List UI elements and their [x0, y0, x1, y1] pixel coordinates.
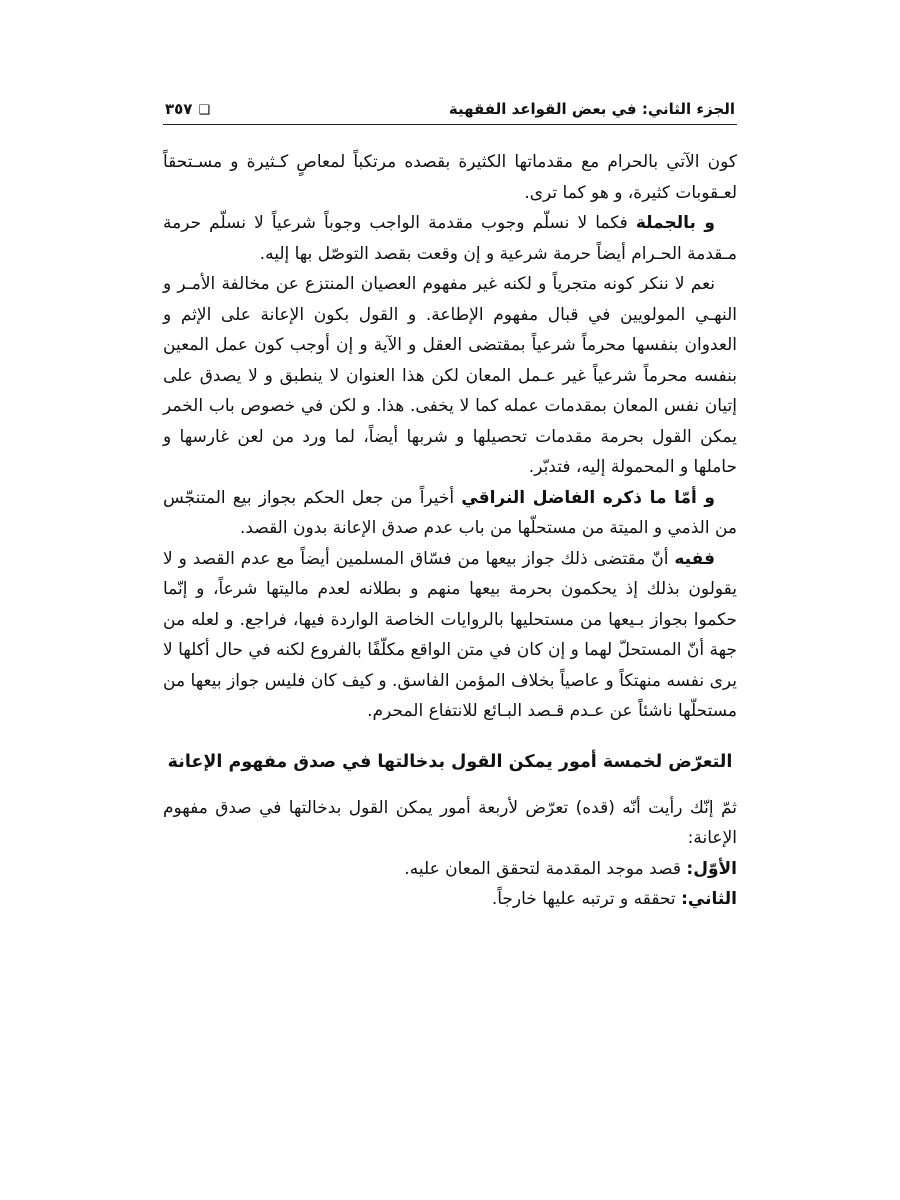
chapter-title: الجزء الثاني: في بعض القواعد الفقهية — [448, 100, 735, 118]
paragraph-text: نعم لا ننكر كونه متجرياً و لكنه غير مفهوم العصيان المنتزع عن مخالفة الأمـر و النهـي المولويين في قبال مفهوم الإطاعة. و القول بكون الإعانة على الإثم و العدوان بنفسها محرماً شرعياً بمقتضى العقل و الآية و إن أوجب كون عمل المعين بنفسه محرماً شرعياً غير عـمل المعان لكن هذا العنوان لا ينطبق و لا يصدق على إتيان نفس المعان بمقدمات عمله كما لا يخفى. هذا. و لكن في خصوص باب الخمر يمكن القول بحرمة مقدمات تحصيلها و شربها أيضاً، لما ورد من لعن غارسها و حاملها و المحمولة إليه، فتدبّر. — [163, 274, 737, 477]
paragraph — [163, 544, 737, 727]
section-heading: التعرّض لخمسة أمور يمكن القول بدخالتها في صدق مفهوم الإعانة — [167, 751, 733, 772]
page-number-value: ٣٥٧ — [165, 100, 193, 118]
list-item-first — [163, 854, 737, 885]
paragraph — [163, 147, 737, 208]
list-item-label: الأوّل: — [686, 858, 737, 879]
page-header — [163, 100, 737, 124]
paragraph-text: كون الآتي بالحرام مع مقدماتها الكثيرة بقصده مرتكباً لمعاصٍ كـثيرة و مسـتحقاً لعـقوبات كثيرة، و هو كما ترى. — [163, 152, 737, 203]
paragraph-text: ثمّ إنّك رأيت أنّه (قده) تعرّض لأربعة أمور يمكن القول بدخالتها في صدق مفهوم الإعانة: — [163, 797, 737, 848]
paragraph-lead: ففيه — [674, 548, 715, 569]
list-item-label: الثاني: — [681, 889, 737, 909]
paragraph-text: أخيراً من جعل الحكم بجواز بيع المتنجّس من الذمي و الميتة من مستحلّها من باب عدم صدق الإعانة بدون القصد. — [163, 487, 737, 538]
list-item-text: تحققه و ترتبه عليها خارجاً. — [491, 889, 682, 909]
paragraph-lead: و بالجملة — [635, 213, 716, 233]
paragraph — [163, 483, 737, 544]
header-rule — [163, 124, 737, 125]
paragraph-text: فكما لا نسلّم وجوب مقدمة الواجب وجوباً شرعياً لا نسلّم حرمة مـقدمة الحـرام أيضاً حرمة شرعية و إن وقعت بقصد التوصّل بها إليه. — [163, 213, 737, 264]
square-end-mark-icon: ❑ — [198, 102, 211, 118]
paragraph-text: أنّ مقتضى ذلك جواز بيعها من فسّاق المسلمين أيضاً مع عدم القصد و لا يقولون بذلك إذ يحكمون بحرمة بيعها منهم و بطلانه لعدم ماليتها شرعاً، و إنّما حكموا بجواز بـيعها من مستحليها بالروايات الخاصة الواردة فيها، فراجع. و لعله من جهة أنّ المستحلّ لهما و إن كان في متن الواقع مكلّفًا بالفروع لكنه في حال أكلها لا يرى نفسه منهتكاً و عاصياً بخلاف المؤمن الفاسق. و كيف كان فليس جواز بيعها من مستحلّها ناشئاً عن عـدم قـصد البـائع للانتفاع المحرم. — [163, 548, 737, 721]
list-item-text: قصد موجد المقدمة لتحقق المعان عليه. — [404, 858, 687, 879]
paragraph — [163, 208, 737, 269]
list-item-second — [163, 884, 737, 915]
page-body — [163, 147, 737, 915]
paragraph-lead: و أمّا ما ذكره الفاضل النراقي — [461, 487, 715, 508]
page-number — [165, 100, 210, 118]
paragraph — [163, 269, 737, 483]
paragraph — [163, 793, 737, 854]
